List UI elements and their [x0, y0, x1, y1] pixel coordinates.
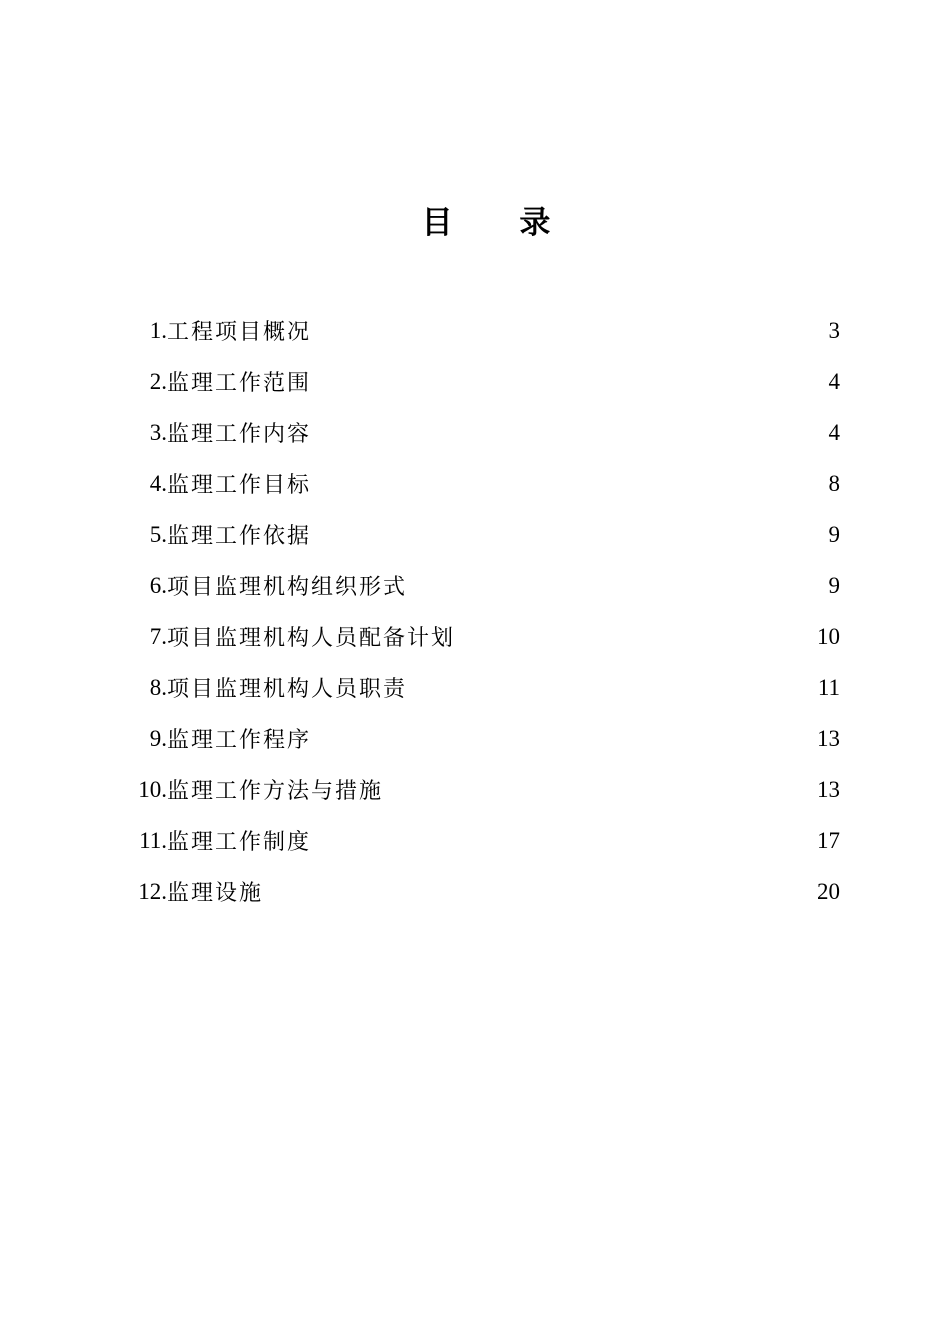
toc-item-number: 3. — [149, 419, 167, 445]
toc-item-7[interactable] — [133, 611, 840, 662]
toc-item-label: 监理工作依据 — [167, 524, 312, 549]
toc-item-label: 监理工作内容 — [167, 422, 312, 447]
toc-item-page: 20 — [817, 878, 840, 904]
toc-item-6[interactable] — [133, 560, 840, 611]
toc-item-page: 11 — [817, 674, 840, 700]
toc-item-number: 9. — [149, 725, 167, 751]
toc-item-label: 工程项目概况 — [167, 320, 312, 345]
toc-item-page: 9 — [828, 521, 840, 547]
page-title: 目 录 — [421, 205, 579, 241]
toc-item-number: 4. — [149, 470, 167, 496]
toc-item-label: 项目监理机构人员职责 — [167, 677, 408, 702]
toc-item-page: 4 — [828, 419, 840, 445]
toc-item-label: 监理工作程序 — [167, 728, 312, 753]
toc-item-page: 8 — [828, 470, 840, 496]
toc-item-number: 12. — [138, 878, 167, 904]
toc-item-page: 3 — [828, 317, 840, 343]
toc-item-page: 13 — [817, 725, 840, 751]
toc-item-number: 6. — [149, 572, 167, 598]
toc-item-label: 监理设施 — [167, 881, 264, 906]
toc-item-page: 9 — [828, 572, 840, 598]
toc-item-9[interactable] — [133, 713, 840, 764]
toc-item-label: 监理工作范围 — [167, 371, 312, 396]
toc-item-10[interactable] — [133, 764, 840, 815]
toc-item-page: 13 — [817, 776, 840, 802]
toc-item-number: 7. — [149, 623, 167, 649]
toc-item-number: 8. — [149, 674, 167, 700]
toc-item-number: 2. — [149, 368, 167, 394]
toc-item-number: 10. — [138, 776, 167, 802]
toc-item-label: 项目监理机构组织形式 — [167, 575, 408, 600]
toc-item-label: 监理工作制度 — [167, 830, 312, 855]
toc-item-3[interactable] — [133, 407, 840, 458]
toc-item-8[interactable] — [133, 662, 840, 713]
toc-item-page: 4 — [828, 368, 840, 394]
toc-item-label: 监理工作目标 — [167, 473, 312, 498]
toc-item-1[interactable] — [133, 305, 840, 356]
table-of-contents — [133, 305, 840, 917]
toc-item-2[interactable] — [133, 356, 840, 407]
toc-item-label: 项目监理机构人员配备计划 — [167, 626, 456, 651]
toc-item-label: 监理工作方法与措施 — [167, 779, 384, 804]
toc-item-number: 1. — [149, 317, 167, 343]
toc-item-number: 11. — [139, 827, 167, 853]
toc-item-5[interactable] — [133, 509, 840, 560]
toc-item-12[interactable] — [133, 866, 840, 917]
toc-item-4[interactable] — [133, 458, 840, 509]
toc-item-11[interactable] — [133, 815, 840, 866]
toc-item-page: 17 — [817, 827, 840, 853]
toc-item-number: 5. — [149, 521, 167, 547]
toc-item-page: 10 — [817, 623, 840, 649]
